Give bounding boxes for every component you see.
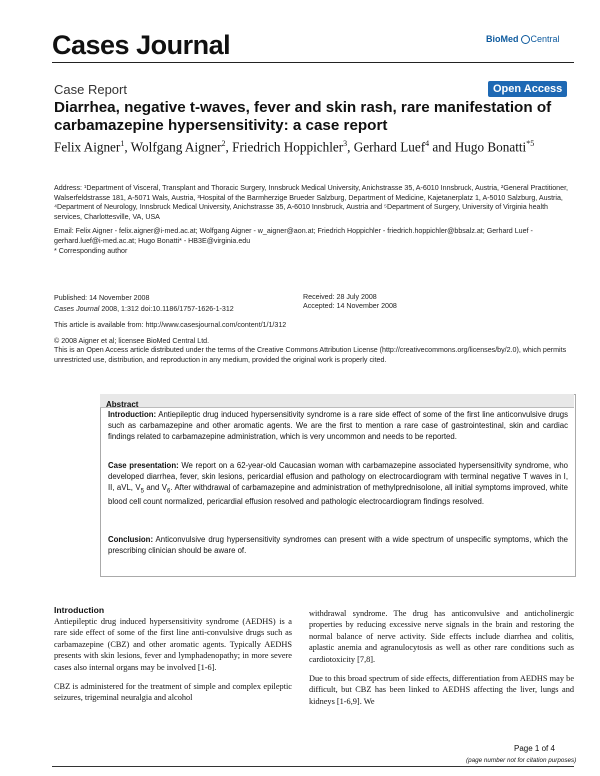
- article-title: Diarrhea, negative t-waves, fever and skin rash, rare manifestation of carbamazepine hypersensitivity: a case report: [54, 99, 552, 134]
- abstract-case-sub: 6: [166, 488, 171, 495]
- body-paragraph: Antiepileptic drug induced hypersensitivity syndrome (AEDHS) is a rare side effect of some of the first line anti-convulsive drugs such as carbamazepine (CBZ) and other aromatic agents. Typically AEDHS presents with skin lesions, fever and lymphadenopathy; in more severe cases also internal organs may be involved [1-6].: [54, 617, 292, 672]
- author-5-affil: *5: [526, 139, 535, 148]
- author-4: Gerhard Luef: [353, 139, 426, 155]
- article-url[interactable]: This article is available from: http://www.casesjournal.com/content/1/1/312: [54, 321, 287, 329]
- published-date: Published: 14 November 2008: [54, 294, 150, 302]
- author-1-affil: 1: [120, 139, 125, 148]
- page-number: Page 1 of 4: [514, 744, 555, 753]
- abstract-conclusion-text: Anticonvulsive drug hypersensitivity syndromes can present with a wide spectrum of unspecific symptoms, which the prescribing clinician should be aware of.: [108, 535, 568, 555]
- abstract-header: [100, 394, 574, 408]
- author-list: [54, 135, 574, 155]
- author-separator: ,: [347, 139, 354, 155]
- author-2: Wolfgang Aigner: [130, 139, 222, 155]
- citation: [54, 305, 234, 315]
- author-2-affil: 2: [221, 139, 226, 148]
- body-right-column: [309, 608, 574, 715]
- publisher-logo-icon: [521, 35, 530, 44]
- author-separator: and: [429, 139, 455, 155]
- publisher-logo: [486, 34, 560, 44]
- footer-rule: [52, 766, 574, 767]
- author-4-affil: 4: [425, 139, 430, 148]
- abstract-conclusion-label: Conclusion:: [108, 535, 154, 544]
- body-paragraph: withdrawal syndrome. The drug has anticonvulsive and anticholinergic properties by reducing excessive nerve signals in the brain and restoring the normal balance of nerve activity. Side effects include diarrhea and colitis, aplastic anemia and agranulocytosis as well as other rare conditions such as cardiotoxicity [7,8].: [309, 609, 574, 664]
- abstract-intro-label: Introduction:: [108, 410, 157, 419]
- author-emails[interactable]: Email: Felix Aigner - felix.aigner@i-med.ac.at; Wolfgang Aigner - w_aigner@aon.at; Friedrich Hoppichler - friedrich.hoppichler@bbsalz.at; Gerhard Luef - gerhard.luef@i-med.ac.at; Hugo Bonatti* - HB3E@virginia.edu: [54, 227, 533, 245]
- author-3: Friedrich Hoppichler: [232, 139, 344, 155]
- body-left-column: [54, 605, 292, 712]
- header-rule: [52, 62, 574, 63]
- abstract-conclusion: [108, 535, 568, 557]
- license-text: This is an Open Access article distributed under the terms of the Creative Commons Attribution License (http://creativecommons.org/licenses/by/2.0), which permits unrestricted use, distribution, and reproduction in any medium, provided the original work is properly cited.: [54, 346, 567, 364]
- body-paragraph: CBZ is administered for the treatment of simple and complex epileptic seizures, trigeminal neuralgia and alcohol: [54, 682, 292, 703]
- publisher-logo-bio: BioMed: [486, 34, 519, 44]
- author-separator: ,: [124, 139, 131, 155]
- author-separator: ,: [225, 139, 233, 155]
- publisher-logo-central: Central: [530, 34, 560, 44]
- article-type: Case Report: [54, 82, 127, 97]
- abstract-introduction: [108, 410, 568, 442]
- citation-journal: Cases Journal: [54, 305, 100, 313]
- abstract-heading: Abstract: [106, 400, 139, 409]
- abstract-case-label: Case presentation:: [108, 461, 179, 470]
- open-access-badge: Open Access: [488, 81, 567, 97]
- affiliations: Address: ¹Department of Visceral, Transplant and Thoracic Surgery, Innsbruck Medical University, Anichstrasse 35, A-6010 Innsbruck, Austria, ²General Practitioner, Walserfeldstrasse 181, A-5071 Wals, Austria, ³Hospital of the Barmherzige Brueder Salzburg, Department of Medicine, Kajetanerplatz 1, A-5010 Salzburg, Austria, ⁴Department of Neurology, Innsbruck Medical University, Anichstrasse 35, A-6010 Innsbruck, Austria and ⁵Department of Surgery, University of Virginia health services, Charlottesville, VA, USA: [54, 184, 569, 221]
- copyright: © 2008 Aigner et al; licensee BioMed Central Ltd.: [54, 337, 210, 345]
- abstract-case-text: and V: [143, 482, 167, 492]
- accepted-date: Accepted: 14 November 2008: [303, 302, 397, 310]
- author-3-affil: 3: [343, 139, 348, 148]
- author-5: Hugo Bonatti: [454, 139, 527, 155]
- citation-details: 2008, 1:312 doi:10.1186/1757-1626-1-312: [99, 305, 234, 313]
- body-paragraph: Due to this broad spectrum of side effects, differentiation from AEDHS may be difficult, but CBZ has been linked to AEDHS affecting the liver, lungs and kidneys [1-6,9]. We: [309, 674, 574, 706]
- corresponding-note: * Corresponding author: [54, 247, 128, 255]
- abstract-case-text: . After withdrawal of carbamazepine and administration of methylprednisolone, all initial symptoms improved, white blood cell count normalized, pericardial effusion resolved and pathologic electrocardiogram findings resolved.: [108, 482, 568, 506]
- abstract-case-text: We report on a 62-year-old Caucasian woman with carbamazepine associated hypersensitivity syndrome, who developed diarrhea, fever, skin lesions, pericardial effusion and pathology on electrocardiogram with terminal negative T waves in I, II, aVL, V: [108, 461, 568, 492]
- received-date: Received: 28 July 2008: [303, 293, 377, 301]
- abstract-intro-text: Antiepileptic drug induced hypersensitivity syndrome is a rare side effect of some of the first line anticonvulsive drugs such as carbamazepine and other aromatic agents. We are the first to mention a rare case of gastrointestinal, skin and cardiac findings related to carbamazepine administration, which is very uncommon and needs to be reported.: [108, 410, 568, 441]
- page-number-note: (page number not for citation purposes): [466, 757, 577, 764]
- author-1: Felix Aigner: [54, 139, 121, 155]
- journal-title: Cases Journal: [52, 30, 231, 60]
- abstract-case-sub: 5: [140, 488, 144, 495]
- section-heading: Introduction: [54, 605, 105, 615]
- abstract-case-presentation: [108, 461, 568, 508]
